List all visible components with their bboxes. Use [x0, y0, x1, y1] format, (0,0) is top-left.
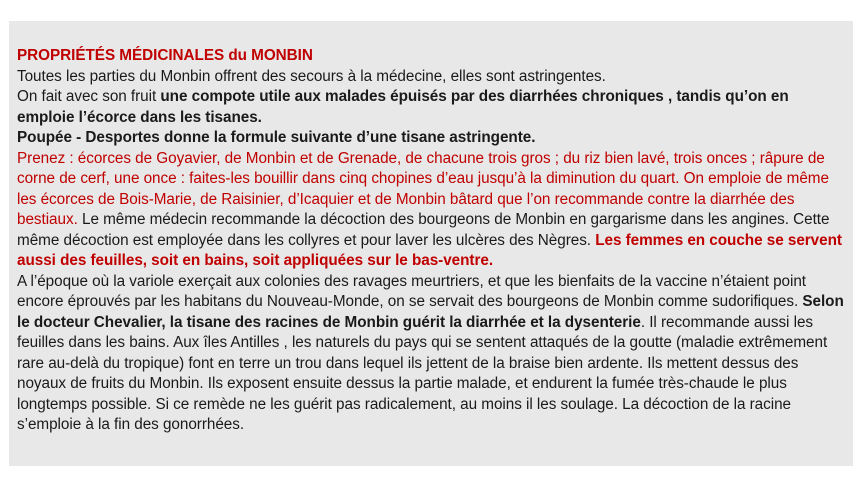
decoction-text: Le même médecin recommande la décoction des bourgeons de Monbin en gargarisme dans les angines. Cette même décoction est employée dans les collyres et pour laver les ulcères des Nègres. — [17, 211, 830, 249]
document-body — [17, 46, 849, 436]
recipe-text: Prenez : écorces de Goyavier, de Monbin et de Grenade, de chacune trois gros ; du riz bien lavé, trois onces ; râpure de corne de cerf, une once : faites-les bouillir dans cinq chopines d’eau jusqu’à la diminution du quart. On emploie de même les écorces de Bois-Marie, de Raisinier, d’Icaquier et de Monbin bâtard que l’on recommande contre la diarrhée des bestiaux. — [17, 149, 829, 228]
page-title: PROPRIÉTÉS MÉDICINALES du MONBIN — [17, 47, 313, 64]
compote-lead: On fait avec son fruit — [17, 88, 161, 105]
paragraph-poupee: Poupée - Desportes donne la formule suivante d’une tisane astringente. — [17, 129, 536, 146]
slide-panel — [9, 21, 853, 466]
paragraph-intro: Toutes les parties du Monbin offrent des secours à la médecine, elles sont astringentes. — [17, 67, 606, 85]
compote-emphasis: une compote utile aux malades épuisés par des diarrhées chroniques , tandis qu’on en emploie l’écorce dans les tisanes. — [17, 88, 789, 126]
paragraph-variole — [17, 272, 849, 436]
women-emphasis: Les femmes en couche se servent aussi des feuilles, soit en bains, soit appliquées sur le bas-ventre. — [17, 231, 842, 269]
variole-text: A l’époque où la variole exerçait aux colonies des ravages meurtriers, et que les bienfaits de la vaccine n’étaient point encore éprouvés par les habitans du Nouveau-Monde, on se servait des bourgeons de Monbin comme sudorifiques. — [17, 272, 807, 310]
antilles-text: . Il recommande aussi les feuilles dans les bains. Aux îles Antilles , les naturels du pays qui se sentent attaqués de la goutte (maladie extrêmement rare au-delà du tropique) font en terre un trou dans lequel ils jettent de la braise bien ardente. Ils mettent dessus des noyaux de fruits du Monbin. Ils exposent ensuite dessus la partie malade, et endurent la fumée très-chaude le plus longtemps possible. Si ce remède ne les guérit pas radicalement, au moins il les soulage. La décoction de la racine s’emploie à la fin des gonorrhées. — [17, 313, 828, 433]
paragraph-recipe — [17, 149, 849, 272]
chevalier-emphasis: Selon le docteur Chevalier, la tisane des racines de Monbin guérit la diarrhée et la dysenterie — [17, 293, 844, 331]
paragraph-compote — [17, 87, 849, 128]
